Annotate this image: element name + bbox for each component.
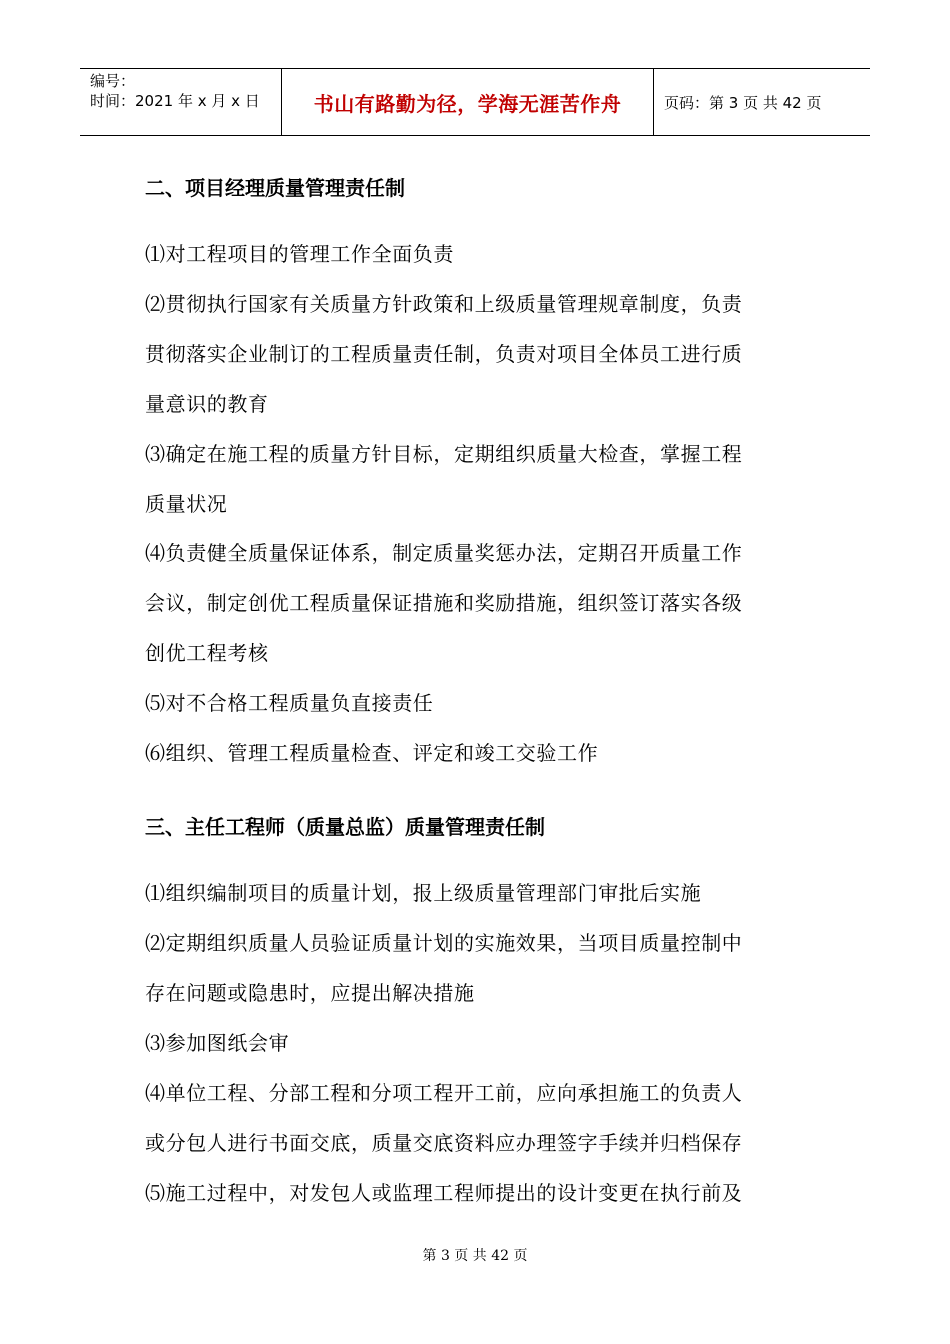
header-motto-cell <box>282 69 654 135</box>
paragraph-line: ⑶参加图纸会审 <box>145 1031 290 1055</box>
paragraph-line: 贯彻落实企业制订的工程质量责任制，负责对项目全体员工进行质 <box>145 342 743 366</box>
paragraph-line: 或分包人进行书面交底，质量交底资料应办理签字手续并归档保存 <box>145 1131 743 1155</box>
header-left-cell <box>80 69 282 135</box>
paragraph-line: 质量状况 <box>145 492 228 516</box>
page-header <box>80 68 870 136</box>
paragraph-line: ⑹组织、管理工程质量检查、评定和竣工交验工作 <box>145 741 599 765</box>
paragraph-line: ⑴对工程项目的管理工作全面负责 <box>145 242 454 266</box>
paragraph-line: ⑶确定在施工程的质量方针目标，定期组织质量大检查，掌握工程 <box>145 442 743 466</box>
page-footer: 第 3 页 共 42 页 <box>422 1248 528 1264</box>
section-2-title: 二、项目经理质量管理责任制 <box>145 176 405 200</box>
paragraph-line: ⑸对不合格工程质量负直接责任 <box>145 691 434 715</box>
paragraph-line: ⑷负责健全质量保证体系，制定质量奖惩办法，定期召开质量工作 <box>145 541 743 565</box>
paragraph-line: ⑴组织编制项目的质量计划，报上级质量管理部门审批后实施 <box>145 881 702 905</box>
section-3-title: 三、主任工程师（质量总监）质量管理责任制 <box>145 815 545 839</box>
paragraph-line: 存在问题或隐患时，应提出解决措施 <box>145 981 475 1005</box>
paragraph-line: ⑵定期组织质量人员验证质量计划的实施效果，当项目质量控制中 <box>145 931 743 955</box>
header-page-cell <box>654 69 870 135</box>
paragraph-line: ⑸施工过程中，对发包人或监理工程师提出的设计变更在执行前及 <box>145 1181 743 1205</box>
paragraph-line: 创优工程考核 <box>145 641 269 665</box>
paragraph-line: ⑵贯彻执行国家有关质量方针政策和上级质量管理规章制度，负责 <box>145 292 743 316</box>
date-label: 时间：2021 年 x 月 x 日 <box>90 92 260 110</box>
page-info: 页码：第 3 页 共 42 页 <box>664 93 822 112</box>
motto-text: 书山有路勤为径，学海无涯苦作舟 <box>313 91 622 116</box>
paragraph-line: ⑷单位工程、分部工程和分项工程开工前，应向承担施工的负责人 <box>145 1081 743 1105</box>
paragraph-line: 量意识的教育 <box>145 392 269 416</box>
serial-number-label: 编号： <box>90 72 136 90</box>
paragraph-line: 会议，制定创优工程质量保证措施和奖励措施，组织签订落实各级 <box>145 591 743 615</box>
